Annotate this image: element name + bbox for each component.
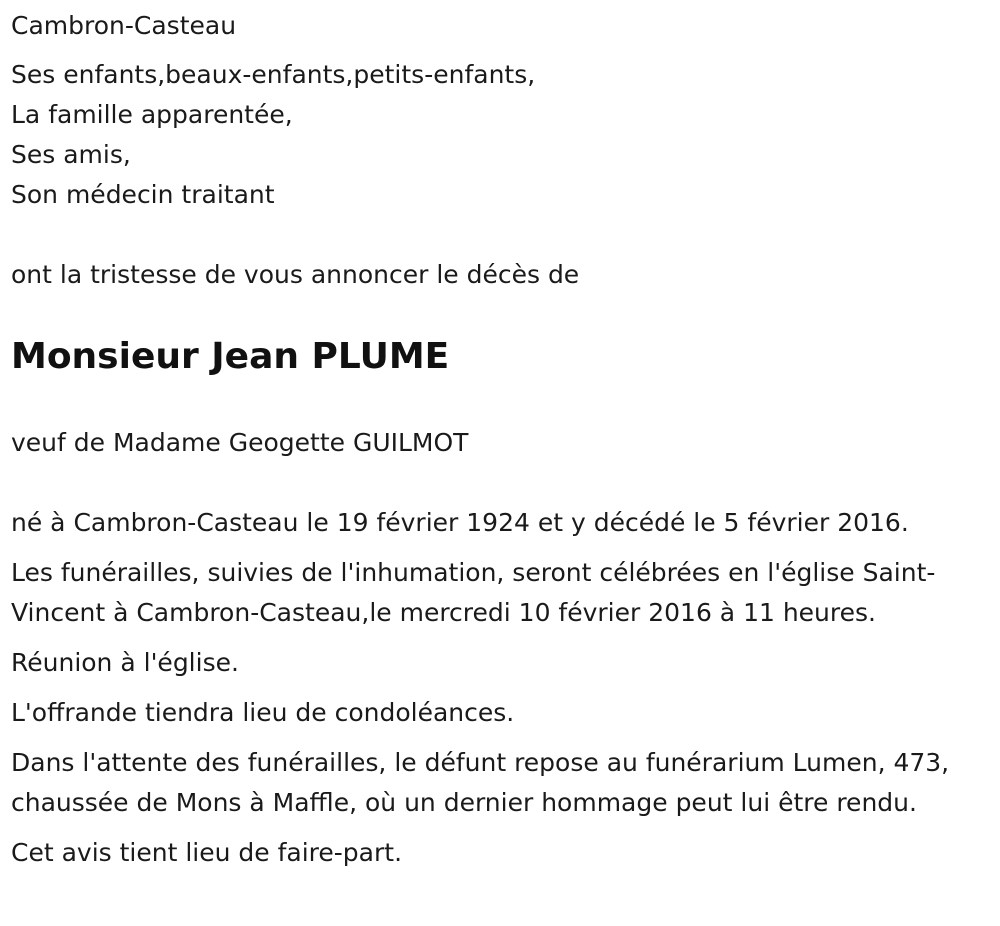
notice-place: Cambron-Casteau [11, 11, 237, 40]
closing-text: Cet avis tient lieu de faire-part. [11, 838, 403, 867]
offering-text: L'offrande tiendra lieu de condoléances. [11, 698, 515, 727]
announcement-text: ont la tristesse de vous annoncer le décès de [11, 260, 580, 289]
widow-of-text: veuf de Madame Geogette GUILMOT [11, 428, 469, 457]
family-line-children: Ses enfants,beaux-enfants,petits-enfants, [11, 60, 536, 89]
notice-details [11, 503, 986, 883]
repose-text: Dans l'attente des funérailles, le défunt repose au funérarium Lumen, 473, chaussée de Mons à Maffle, où un dernier hommage peut lui être rendu. [11, 748, 950, 817]
birth-death-text: né à Cambron-Casteau le 19 février 1924 et y décédé le 5 février 2016. [11, 508, 909, 537]
meeting-text: Réunion à l'église. [11, 648, 239, 677]
family-line-relatives: La famille apparentée, [11, 100, 293, 129]
family-list [11, 55, 535, 215]
family-line-doctor: Son médecin traitant [11, 180, 275, 209]
deceased-name: Monsieur Jean PLUME [11, 336, 450, 377]
family-line-friends: Ses amis, [11, 140, 131, 169]
funeral-text: Les funérailles, suivies de l'inhumation, seront célébrées en l'église Saint-Vincent à Cambron-Casteau,le mercredi 10 février 2016 à 11 heures. [11, 558, 936, 627]
